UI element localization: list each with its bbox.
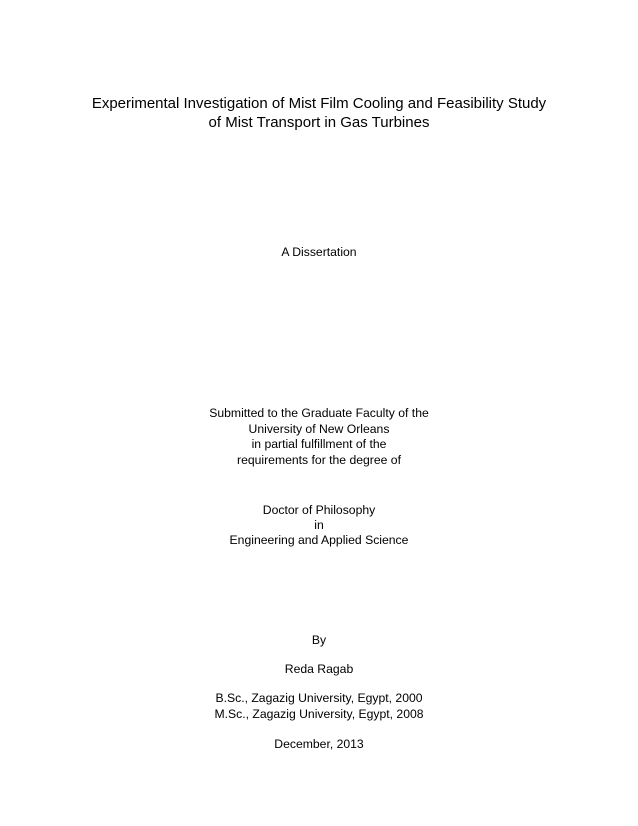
submission-line-4: requirements for the degree of <box>237 453 401 467</box>
submission-line-2: University of New Orleans <box>248 422 390 436</box>
document-type: A Dissertation <box>281 245 357 259</box>
degree-connector: in <box>314 518 324 532</box>
author-credential-1: B.Sc., Zagazig University, Egypt, 2000 <box>215 691 423 705</box>
degree-field: Engineering and Applied Science <box>229 533 409 547</box>
submission-line-1: Submitted to the Graduate Faculty of the <box>209 406 429 420</box>
submission-date: December, 2013 <box>274 737 364 751</box>
dissertation-title-line-2: of Mist Transport in Gas Turbines <box>208 114 430 131</box>
author-name: Reda Ragab <box>284 662 354 676</box>
author-credential-2: M.Sc., Zagazig University, Egypt, 2008 <box>214 707 424 721</box>
author-by: By <box>311 633 327 647</box>
degree-name: Doctor of Philosophy <box>262 503 376 517</box>
dissertation-title-line-1: Experimental Investigation of Mist Film Cooling and Feasibility Study <box>91 95 547 112</box>
submission-line-3: in partial fulfillment of the <box>251 437 387 451</box>
